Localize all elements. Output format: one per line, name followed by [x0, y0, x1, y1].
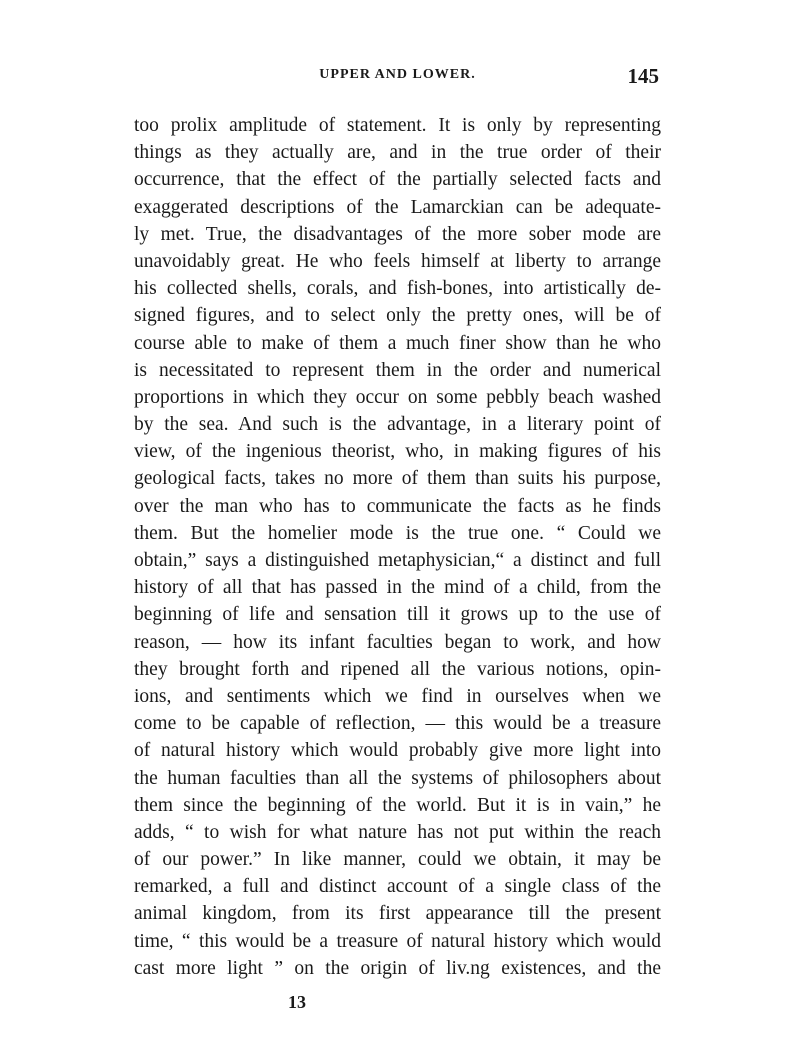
- text-line: of our power.” In like manner, could we obtain, it may be: [134, 849, 661, 871]
- text-line: them since the beginning of the world. But it is in vain,” he: [134, 794, 661, 816]
- text-line: they brought forth and ripened all the various notions, opin-: [134, 658, 661, 680]
- text-line: the human faculties than all the systems of philosophers about: [134, 767, 661, 789]
- running-head: [134, 64, 661, 88]
- text-line: is necessitated to represent them in the order and numerical: [134, 359, 661, 381]
- text-line: remarked, a full and distinct account of a single class of the: [134, 876, 661, 898]
- text-line: come to be capable of reflection, — this would be a treasure: [134, 713, 661, 735]
- text-line: exaggerated descriptions of the Lamarckian can be adequate-: [134, 196, 661, 218]
- text-line: reason, — how its infant faculties began to work, and how: [134, 631, 661, 653]
- text-line: obtain,” says a distinguished metaphysician,“ a distinct and full: [134, 550, 661, 571]
- text-line: unavoidably great. He who feels himself at liberty to arrange: [134, 250, 661, 272]
- text-line: view, of the ingenious theorist, who, in making figures of his: [134, 441, 661, 463]
- text-line: time, “ this would be a treasure of natural history which would: [134, 930, 661, 952]
- text-line: occurrence, that the effect of the partially selected facts and: [134, 169, 661, 191]
- text-line: beginning of life and sensation till it grows up to the use of: [134, 604, 661, 626]
- page-number: 145: [627, 64, 659, 88]
- text-line: things as they actually are, and in the true order of their: [134, 142, 661, 164]
- text-line: history of all that has passed in the mind of a child, from the: [134, 577, 661, 599]
- text-line: ions, and sentiments which we find in ourselves when we: [134, 685, 661, 707]
- text-line: by the sea. And such is the advantage, in a literary point of: [134, 414, 661, 436]
- text-line: adds, “ to wish for what nature has not put within the reach: [134, 821, 661, 843]
- text-line: ly met. True, the disadvantages of the more sober mode are: [134, 223, 661, 245]
- running-title: UPPER AND LOWER.: [319, 67, 476, 82]
- text-line: proportions in which they occur on some pebbly beach washed: [134, 386, 661, 408]
- text-line: geological facts, takes no more of them than suits his purpose,: [134, 468, 661, 490]
- body-text: [134, 112, 661, 982]
- text-line: of natural history which would probably give more light into: [134, 740, 661, 762]
- text-line: course able to make of them a much finer show than he who: [134, 332, 661, 354]
- text-line: his collected shells, corals, and fish-bones, into artistically de-: [134, 278, 661, 300]
- text-line: cast more light ” on the origin of liv.ng existences, and the: [134, 957, 661, 979]
- text-line: too prolix amplitude of statement. It is only by representing: [134, 115, 661, 136]
- text-line: signed figures, and to select only the pretty ones, will be of: [134, 305, 661, 327]
- signature-mark: 13: [288, 992, 306, 1012]
- text-line: over the man who has to communicate the facts as he finds: [134, 495, 661, 517]
- text-line: animal kingdom, from its first appearance till the present: [134, 903, 661, 925]
- text-line: them. But the homelier mode is the true one. “ Could we: [134, 522, 661, 544]
